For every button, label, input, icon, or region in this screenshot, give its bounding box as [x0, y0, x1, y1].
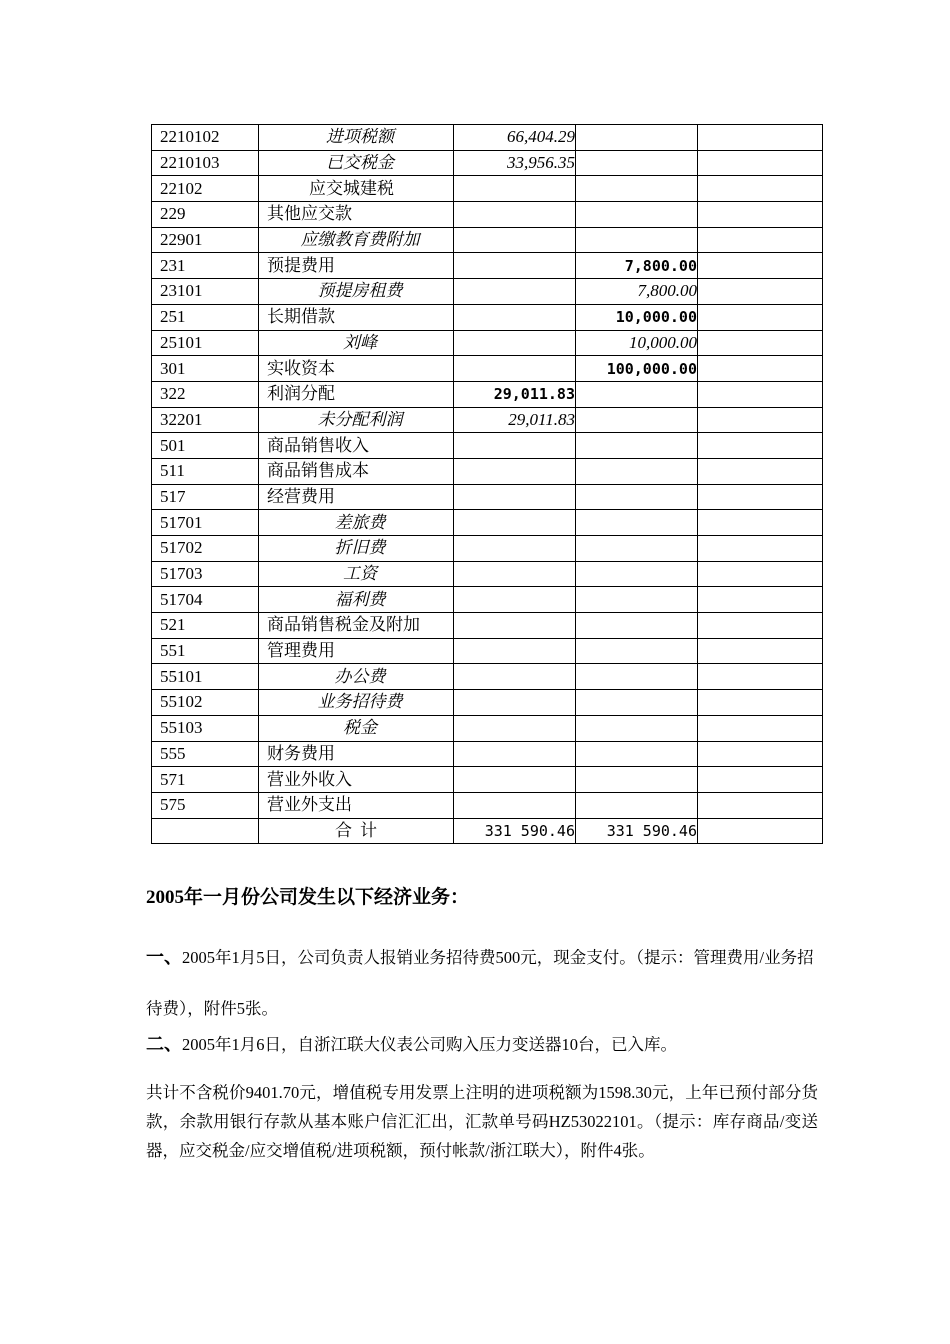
item-2-text: 2005年1月6日，自浙江联大仪表公司购入压力变送器10台，已入库。 — [182, 1035, 677, 1054]
account-code: 2210103 — [152, 150, 259, 176]
table-row — [152, 536, 823, 562]
total-debit: 331 590.46 — [454, 818, 576, 844]
debit-amount: 33,956.35 — [454, 150, 576, 176]
account-code: 55103 — [152, 715, 259, 741]
account-name: 财务费用 — [259, 741, 454, 767]
credit-amount — [576, 510, 698, 536]
total-row — [152, 818, 823, 844]
table-row — [152, 433, 823, 459]
account-code: 32201 — [152, 407, 259, 433]
table-row — [152, 638, 823, 664]
account-name: 应交城建税 — [259, 176, 454, 202]
item-1-lead: 一、 — [146, 947, 182, 967]
blank-cell — [698, 433, 823, 459]
account-code: 22102 — [152, 176, 259, 202]
table-row — [152, 510, 823, 536]
account-name: 长期借款 — [259, 304, 454, 330]
blank-cell — [698, 202, 823, 228]
credit-amount — [576, 741, 698, 767]
blank-cell — [698, 792, 823, 818]
account-code: 51703 — [152, 561, 259, 587]
blank-cell — [698, 356, 823, 382]
table-row — [152, 407, 823, 433]
credit-amount — [576, 767, 698, 793]
account-code: 575 — [152, 792, 259, 818]
account-code: 51704 — [152, 587, 259, 613]
credit-amount — [576, 381, 698, 407]
credit-amount — [576, 664, 698, 690]
account-name: 实收资本 — [259, 356, 454, 382]
debit-amount: 66,404.29 — [454, 125, 576, 151]
blank-cell — [698, 253, 823, 279]
table-row — [152, 202, 823, 228]
item-2-lead: 二、 — [146, 1034, 182, 1054]
account-code: 22901 — [152, 227, 259, 253]
account-name: 应缴教育费附加 — [259, 227, 454, 253]
business-item-2-continued: 共计不含税价9401.70元，增值税专用发票上注明的进项税额为1598.30元，上年已预付部分货款，余款用银行存款从基本账户信汇汇出，汇款单号码HZ53022101。（提示：库存商品/变送器，应交税金/应交增值税/进项税额，预付帐款/浙江联大），附件4张。 — [146, 1083, 818, 1160]
debit-amount — [454, 433, 576, 459]
blank-cell — [698, 150, 823, 176]
credit-amount: 10,000.00 — [576, 330, 698, 356]
account-name: 工资 — [259, 561, 454, 587]
debit-amount — [454, 510, 576, 536]
account-code: 551 — [152, 638, 259, 664]
blank-cell — [698, 227, 823, 253]
credit-amount — [576, 125, 698, 151]
trial-balance-body — [152, 125, 823, 844]
blank-cell — [698, 484, 823, 510]
credit-amount — [576, 792, 698, 818]
account-code: 51701 — [152, 510, 259, 536]
blank-cell — [698, 536, 823, 562]
account-code: 229 — [152, 202, 259, 228]
account-name: 未分配利润 — [259, 407, 454, 433]
table-row — [152, 561, 823, 587]
credit-amount — [576, 202, 698, 228]
debit-amount — [454, 638, 576, 664]
account-name: 折旧费 — [259, 536, 454, 562]
credit-amount — [576, 407, 698, 433]
total-code — [152, 818, 259, 844]
account-name: 经营费用 — [259, 484, 454, 510]
blank-cell — [698, 613, 823, 639]
account-name: 福利费 — [259, 587, 454, 613]
account-code: 23101 — [152, 279, 259, 305]
credit-amount: 7,800.00 — [576, 279, 698, 305]
debit-amount — [454, 690, 576, 716]
blank-cell — [698, 561, 823, 587]
table-row — [152, 792, 823, 818]
account-code: 25101 — [152, 330, 259, 356]
debit-amount — [454, 330, 576, 356]
debit-amount — [454, 741, 576, 767]
account-name: 办公费 — [259, 664, 454, 690]
debit-amount — [454, 561, 576, 587]
account-name: 差旅费 — [259, 510, 454, 536]
debit-amount — [454, 227, 576, 253]
blank-cell — [698, 638, 823, 664]
table-row — [152, 690, 823, 716]
credit-amount — [576, 587, 698, 613]
account-code: 555 — [152, 741, 259, 767]
blank-cell — [698, 664, 823, 690]
credit-amount — [576, 227, 698, 253]
table-row — [152, 356, 823, 382]
blank-cell — [698, 818, 823, 844]
blank-cell — [698, 330, 823, 356]
table-row — [152, 227, 823, 253]
debit-amount: 29,011.83 — [454, 381, 576, 407]
blank-cell — [698, 741, 823, 767]
account-code: 2210102 — [152, 125, 259, 151]
account-name: 利润分配 — [259, 381, 454, 407]
total-label: 合计 — [259, 818, 454, 844]
debit-amount — [454, 202, 576, 228]
blank-cell — [698, 381, 823, 407]
credit-amount — [576, 458, 698, 484]
account-code: 521 — [152, 613, 259, 639]
table-row — [152, 279, 823, 305]
debit-amount — [454, 536, 576, 562]
account-code: 511 — [152, 458, 259, 484]
account-code: 501 — [152, 433, 259, 459]
table-row — [152, 381, 823, 407]
blank-cell — [698, 304, 823, 330]
credit-amount — [576, 176, 698, 202]
trial-balance-table — [151, 124, 823, 844]
credit-amount — [576, 433, 698, 459]
debit-amount — [454, 715, 576, 741]
table-row — [152, 587, 823, 613]
table-row — [152, 664, 823, 690]
account-name: 商品销售税金及附加 — [259, 613, 454, 639]
table-row — [152, 253, 823, 279]
blank-cell — [698, 458, 823, 484]
table-row — [152, 613, 823, 639]
table-row — [152, 330, 823, 356]
credit-amount: 100,000.00 — [576, 356, 698, 382]
credit-amount: 7,800.00 — [576, 253, 698, 279]
debit-amount — [454, 253, 576, 279]
table-row — [152, 150, 823, 176]
account-name: 管理费用 — [259, 638, 454, 664]
blank-cell — [698, 510, 823, 536]
account-code: 231 — [152, 253, 259, 279]
credit-amount — [576, 536, 698, 562]
debit-amount: 29,011.83 — [454, 407, 576, 433]
account-code: 55102 — [152, 690, 259, 716]
blank-cell — [698, 125, 823, 151]
total-credit: 331 590.46 — [576, 818, 698, 844]
table-row — [152, 125, 823, 151]
debit-amount — [454, 664, 576, 690]
table-row — [152, 715, 823, 741]
account-name: 预提费用 — [259, 253, 454, 279]
credit-amount — [576, 561, 698, 587]
blank-cell — [698, 279, 823, 305]
credit-amount: 10,000.00 — [576, 304, 698, 330]
blank-cell — [698, 715, 823, 741]
account-name: 已交税金 — [259, 150, 454, 176]
business-item-2 — [146, 1030, 818, 1059]
blank-cell — [698, 176, 823, 202]
account-name: 预提房租费 — [259, 279, 454, 305]
table-row — [152, 176, 823, 202]
blank-cell — [698, 407, 823, 433]
account-name: 营业外支出 — [259, 792, 454, 818]
debit-amount — [454, 613, 576, 639]
debit-amount — [454, 279, 576, 305]
blank-cell — [698, 587, 823, 613]
business-item-1 — [146, 932, 818, 1034]
table-row — [152, 458, 823, 484]
account-name: 刘峰 — [259, 330, 454, 356]
debit-amount — [454, 356, 576, 382]
section-heading: 2005年一月份公司发生以下经济业务： — [146, 887, 470, 908]
table-row — [152, 304, 823, 330]
debit-amount — [454, 458, 576, 484]
item-1-text: 2005年1月5日，公司负责人报销业务招待费500元，现金支付。（提示：管理费用/业务招待费），附件5张。 — [146, 948, 814, 1018]
account-code: 517 — [152, 484, 259, 510]
credit-amount — [576, 484, 698, 510]
account-code: 55101 — [152, 664, 259, 690]
credit-amount — [576, 638, 698, 664]
account-name: 税金 — [259, 715, 454, 741]
account-code: 301 — [152, 356, 259, 382]
account-name: 进项税额 — [259, 125, 454, 151]
table-row — [152, 484, 823, 510]
account-name: 商品销售收入 — [259, 433, 454, 459]
credit-amount — [576, 613, 698, 639]
debit-amount — [454, 587, 576, 613]
account-code: 571 — [152, 767, 259, 793]
account-code: 251 — [152, 304, 259, 330]
account-name: 商品销售成本 — [259, 458, 454, 484]
credit-amount — [576, 715, 698, 741]
debit-amount — [454, 176, 576, 202]
table-row — [152, 741, 823, 767]
account-name: 营业外收入 — [259, 767, 454, 793]
blank-cell — [698, 690, 823, 716]
debit-amount — [454, 484, 576, 510]
debit-amount — [454, 304, 576, 330]
table-row — [152, 767, 823, 793]
account-name: 业务招待费 — [259, 690, 454, 716]
account-code: 322 — [152, 381, 259, 407]
credit-amount — [576, 690, 698, 716]
account-name: 其他应交款 — [259, 202, 454, 228]
credit-amount — [576, 150, 698, 176]
blank-cell — [698, 767, 823, 793]
debit-amount — [454, 767, 576, 793]
debit-amount — [454, 792, 576, 818]
account-code: 51702 — [152, 536, 259, 562]
